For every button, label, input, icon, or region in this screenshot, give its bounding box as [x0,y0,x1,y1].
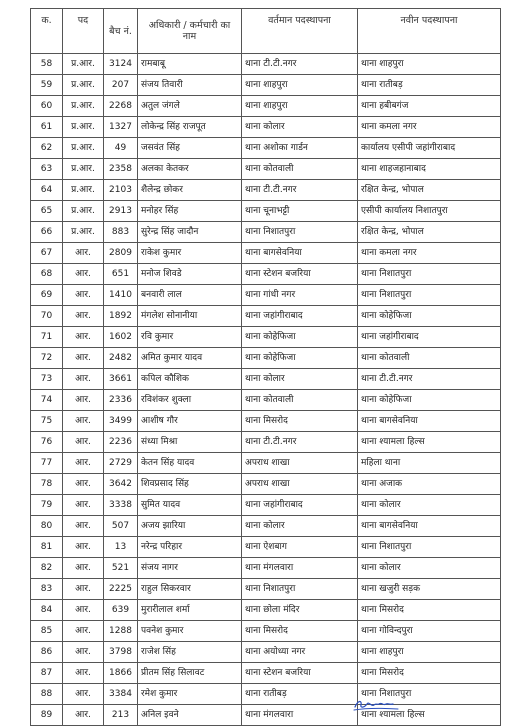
new-posting-cell: थाना बागसेवनिया [358,516,501,537]
current-posting-cell: थाना अशोका गार्डन [242,138,358,159]
current-posting-cell: अपराध शाखा [242,453,358,474]
officer-name-cell: नरेन्द्र परिहार [138,537,242,558]
serial-number-cell: 84 [31,600,63,621]
current-posting-cell: थाना जहांगीराबाद [242,306,358,327]
current-posting-cell: थाना टी.टी.नगर [242,54,358,75]
badge-number-cell: 3661 [104,369,138,390]
post-cell: प्र.आर. [63,96,104,117]
officer-name-cell: सुमित यादव [138,495,242,516]
new-posting-cell: थाना गोविन्दपुरा [358,621,501,642]
officer-name-cell: अजय झारिया [138,516,242,537]
current-posting-cell: थाना निशातपुरा [242,579,358,600]
serial-number-cell: 67 [31,243,63,264]
officer-name-cell: अनिल इवने [138,705,242,726]
badge-number-cell: 1288 [104,621,138,642]
badge-number-cell: 3642 [104,474,138,495]
officer-name-cell: प्रीतम सिंह सिलावट [138,663,242,684]
table-body [31,54,501,726]
serial-number-cell: 63 [31,159,63,180]
serial-number-cell: 68 [31,264,63,285]
post-cell: आर. [63,264,104,285]
serial-number-cell: 60 [31,96,63,117]
current-posting-cell: थाना अयोध्या नगर [242,642,358,663]
table-row [31,453,501,474]
serial-number-cell: 79 [31,495,63,516]
badge-number-cell: 1410 [104,285,138,306]
new-posting-cell: थाना श्यामला हिल्स [358,705,501,726]
post-cell: आर. [63,453,104,474]
current-posting-cell: थाना मिसरोद [242,621,358,642]
new-posting-cell: थाना निशातपुरा [358,264,501,285]
serial-number-cell: 82 [31,558,63,579]
post-cell: आर. [63,390,104,411]
table-row [31,642,501,663]
post-cell: आर. [63,306,104,327]
new-posting-cell: थाना कमला नगर [358,243,501,264]
officer-name-cell: आशीष गौर [138,411,242,432]
serial-number-cell: 73 [31,369,63,390]
current-posting-cell: थाना टी.टी.नगर [242,180,358,201]
officer-name-cell: रविशंकर शुक्ला [138,390,242,411]
new-posting-cell: थाना श्यामला हिल्स [358,432,501,453]
badge-number-cell: 1327 [104,117,138,138]
post-cell: आर. [63,642,104,663]
current-posting-cell: थाना कोलार [242,516,358,537]
new-posting-cell: थाना निशातपुरा [358,684,501,705]
post-cell: आर. [63,663,104,684]
officer-name-cell: संध्या मिश्रा [138,432,242,453]
serial-number-cell: 62 [31,138,63,159]
current-posting-cell: थाना कोलार [242,369,358,390]
post-cell: प्र.आर. [63,75,104,96]
officer-name-cell: रवि कुमार [138,327,242,348]
table-row [31,327,501,348]
new-posting-cell: थाना कोहेफिजा [358,390,501,411]
current-posting-cell: थाना स्टेशन बजरिया [242,663,358,684]
serial-number-cell: 61 [31,117,63,138]
new-posting-cell: थाना शाहपुरा [358,54,501,75]
current-posting-cell: थाना शाहपुरा [242,96,358,117]
serial-number-cell: 83 [31,579,63,600]
new-posting-cell: थाना हबीबगंज [358,96,501,117]
current-posting-cell: अपराध शाखा [242,474,358,495]
serial-number-cell: 87 [31,663,63,684]
table-row [31,306,501,327]
current-posting-cell: थाना कोतवाली [242,390,358,411]
header-new-posting: नवीन पदस्थापना [358,9,501,54]
badge-number-cell: 213 [104,705,138,726]
officer-name-cell: संजय नागर [138,558,242,579]
badge-number-cell: 3384 [104,684,138,705]
table-row [31,117,501,138]
badge-number-cell: 2729 [104,453,138,474]
serial-number-cell: 85 [31,621,63,642]
officer-name-cell: जसवंत सिंह [138,138,242,159]
new-posting-cell: एसीपी कार्यालय निशातपुरा [358,201,501,222]
officer-name-cell: अतुल जंगले [138,96,242,117]
serial-number-cell: 65 [31,201,63,222]
post-cell: आर. [63,369,104,390]
badge-number-cell: 883 [104,222,138,243]
badge-number-cell: 1866 [104,663,138,684]
table-row [31,684,501,705]
current-posting-cell: थाना गांधी नगर [242,285,358,306]
officer-name-cell: राहुल सिकरवार [138,579,242,600]
current-posting-cell: थाना रातीबड़ [242,684,358,705]
officer-name-cell: राजेश सिंह [138,642,242,663]
table-row [31,264,501,285]
new-posting-cell: रक्षित केन्द्र, भोपाल [358,222,501,243]
new-posting-cell: महिला थाना [358,453,501,474]
table-row [31,138,501,159]
post-cell: आर. [63,579,104,600]
badge-number-cell: 2225 [104,579,138,600]
table-row [31,411,501,432]
table-row [31,285,501,306]
badge-number-cell: 1892 [104,306,138,327]
table-row [31,390,501,411]
badge-number-cell: 639 [104,600,138,621]
badge-number-cell: 2236 [104,432,138,453]
current-posting-cell: थाना मंगलवारा [242,705,358,726]
officer-name-cell: रमेश कुमार [138,684,242,705]
officer-name-cell: कपिल कौशिक [138,369,242,390]
new-posting-cell: थाना कमला नगर [358,117,501,138]
post-cell: प्र.आर. [63,138,104,159]
post-cell: आर. [63,537,104,558]
officer-name-cell: संजय तिवारी [138,75,242,96]
current-posting-cell: थाना ऐशबाग [242,537,358,558]
post-cell: आर. [63,474,104,495]
serial-number-cell: 76 [31,432,63,453]
badge-number-cell: 3499 [104,411,138,432]
officer-name-cell: मुरारीलाल शर्मा [138,600,242,621]
officer-name-cell: शैलेन्द्र छोकर [138,180,242,201]
new-posting-cell: थाना कोलार [358,495,501,516]
table-row [31,621,501,642]
serial-number-cell: 71 [31,327,63,348]
post-cell: प्र.आर. [63,54,104,75]
badge-number-cell: 207 [104,75,138,96]
table-row [31,579,501,600]
transfer-table [30,8,501,726]
signature [352,696,402,712]
header-current-posting: वर्तमान पदस्थापना [242,9,358,54]
new-posting-cell: थाना निशातपुरा [358,285,501,306]
post-cell: प्र.आर. [63,222,104,243]
current-posting-cell: थाना छोला मंदिर [242,600,358,621]
current-posting-cell: थाना मंगलवारा [242,558,358,579]
badge-number-cell: 2336 [104,390,138,411]
new-posting-cell: थाना मिसरोद [358,663,501,684]
post-cell: आर. [63,558,104,579]
serial-number-cell: 86 [31,642,63,663]
header-officer-name: अधिकारी / कर्मचारी का नाम [138,9,242,54]
badge-number-cell: 2482 [104,348,138,369]
table-row [31,243,501,264]
officer-name-cell: शिवप्रसाद सिंह [138,474,242,495]
serial-number-cell: 81 [31,537,63,558]
serial-number-cell: 70 [31,306,63,327]
table-row [31,159,501,180]
table-row [31,705,501,726]
badge-number-cell: 3338 [104,495,138,516]
serial-number-cell: 64 [31,180,63,201]
header-badge-number: बैच नं. [104,9,138,54]
new-posting-cell: थाना अजाक [358,474,501,495]
officer-name-cell: बनवारी लाल [138,285,242,306]
serial-number-cell: 69 [31,285,63,306]
serial-number-cell: 77 [31,453,63,474]
table-row [31,663,501,684]
badge-number-cell: 13 [104,537,138,558]
new-posting-cell: थाना मिसरोद [358,600,501,621]
current-posting-cell: थाना शाहपुरा [242,75,358,96]
post-cell: आर. [63,684,104,705]
new-posting-cell: थाना कोलार [358,558,501,579]
post-cell: आर. [63,600,104,621]
serial-number-cell: 75 [31,411,63,432]
post-cell: आर. [63,327,104,348]
table-row [31,516,501,537]
serial-number-cell: 89 [31,705,63,726]
officer-name-cell: सुरेन्द्र सिंह जादौन [138,222,242,243]
new-posting-cell: थाना कोतवाली [358,348,501,369]
new-posting-cell: थाना शाहपुरा [358,642,501,663]
table-row [31,495,501,516]
serial-number-cell: 59 [31,75,63,96]
officer-name-cell: रामबाबू [138,54,242,75]
table-row [31,180,501,201]
officer-name-cell: मनोहर सिंह [138,201,242,222]
new-posting-cell: कार्यालय एसीपी जहांगीराबाद [358,138,501,159]
table-row [31,96,501,117]
table-row [31,537,501,558]
new-posting-cell: थाना शाहजहानाबाद [358,159,501,180]
badge-number-cell: 507 [104,516,138,537]
post-cell: आर. [63,516,104,537]
officer-name-cell: अमित कुमार यादव [138,348,242,369]
serial-number-cell: 88 [31,684,63,705]
post-cell: आर. [63,705,104,726]
current-posting-cell: थाना निशातपुरा [242,222,358,243]
header-serial-number: क. [31,9,63,54]
current-posting-cell: थाना जहांगीराबाद [242,495,358,516]
post-cell: आर. [63,348,104,369]
serial-number-cell: 58 [31,54,63,75]
current-posting-cell: थाना कोहेफिजा [242,327,358,348]
serial-number-cell: 74 [31,390,63,411]
current-posting-cell: थाना स्टेशन बजरिया [242,264,358,285]
table-row [31,54,501,75]
badge-number-cell: 1602 [104,327,138,348]
table-row [31,201,501,222]
new-posting-cell: थाना टी.टी.नगर [358,369,501,390]
serial-number-cell: 80 [31,516,63,537]
post-cell: प्र.आर. [63,180,104,201]
badge-number-cell: 521 [104,558,138,579]
new-posting-cell: थाना जहांगीराबाद [358,327,501,348]
badge-number-cell: 651 [104,264,138,285]
new-posting-cell: थाना खजुरी सड़क [358,579,501,600]
new-posting-cell: थाना निशातपुरा [358,537,501,558]
officer-name-cell: मंगलेश सोनानीया [138,306,242,327]
current-posting-cell: थाना कोहेफिजा [242,348,358,369]
serial-number-cell: 72 [31,348,63,369]
new-posting-cell: थाना बागसेवनिया [358,411,501,432]
table-row [31,369,501,390]
badge-number-cell: 2103 [104,180,138,201]
badge-number-cell: 49 [104,138,138,159]
table-row [31,558,501,579]
current-posting-cell: थाना कोलार [242,117,358,138]
post-cell: आर. [63,285,104,306]
badge-number-cell: 3124 [104,54,138,75]
table-row [31,600,501,621]
badge-number-cell: 2358 [104,159,138,180]
current-posting-cell: थाना कोतवाली [242,159,358,180]
new-posting-cell: थाना कोहेफिजा [358,306,501,327]
post-cell: प्र.आर. [63,159,104,180]
current-posting-cell: थाना मिसरोद [242,411,358,432]
current-posting-cell: थाना चूनाभट्टी [242,201,358,222]
post-cell: आर. [63,411,104,432]
officer-name-cell: लोकेन्द्र सिंह राजपूत [138,117,242,138]
post-cell: आर. [63,432,104,453]
badge-number-cell: 2268 [104,96,138,117]
table-row [31,348,501,369]
current-posting-cell: थाना टी.टी.नगर [242,432,358,453]
officer-name-cell: केतन सिंह यादव [138,453,242,474]
header-post: पद [63,9,104,54]
serial-number-cell: 78 [31,474,63,495]
table-row [31,222,501,243]
officer-name-cell: राकेश कुमार [138,243,242,264]
table-header [31,9,501,54]
post-cell: आर. [63,621,104,642]
badge-number-cell: 3798 [104,642,138,663]
post-cell: प्र.आर. [63,201,104,222]
serial-number-cell: 66 [31,222,63,243]
badge-number-cell: 2913 [104,201,138,222]
officer-name-cell: पवनेश कुमार [138,621,242,642]
current-posting-cell: थाना बागसेवनिया [242,243,358,264]
new-posting-cell: रक्षित केन्द्र, भोपाल [358,180,501,201]
officer-name-cell: अलका केतकर [138,159,242,180]
table-row [31,474,501,495]
table-row [31,75,501,96]
post-cell: आर. [63,243,104,264]
officer-name-cell: मनोज शिवडे [138,264,242,285]
post-cell: प्र.आर. [63,117,104,138]
badge-number-cell: 2809 [104,243,138,264]
new-posting-cell: थाना रातीबड़ [358,75,501,96]
post-cell: आर. [63,495,104,516]
table-row [31,432,501,453]
